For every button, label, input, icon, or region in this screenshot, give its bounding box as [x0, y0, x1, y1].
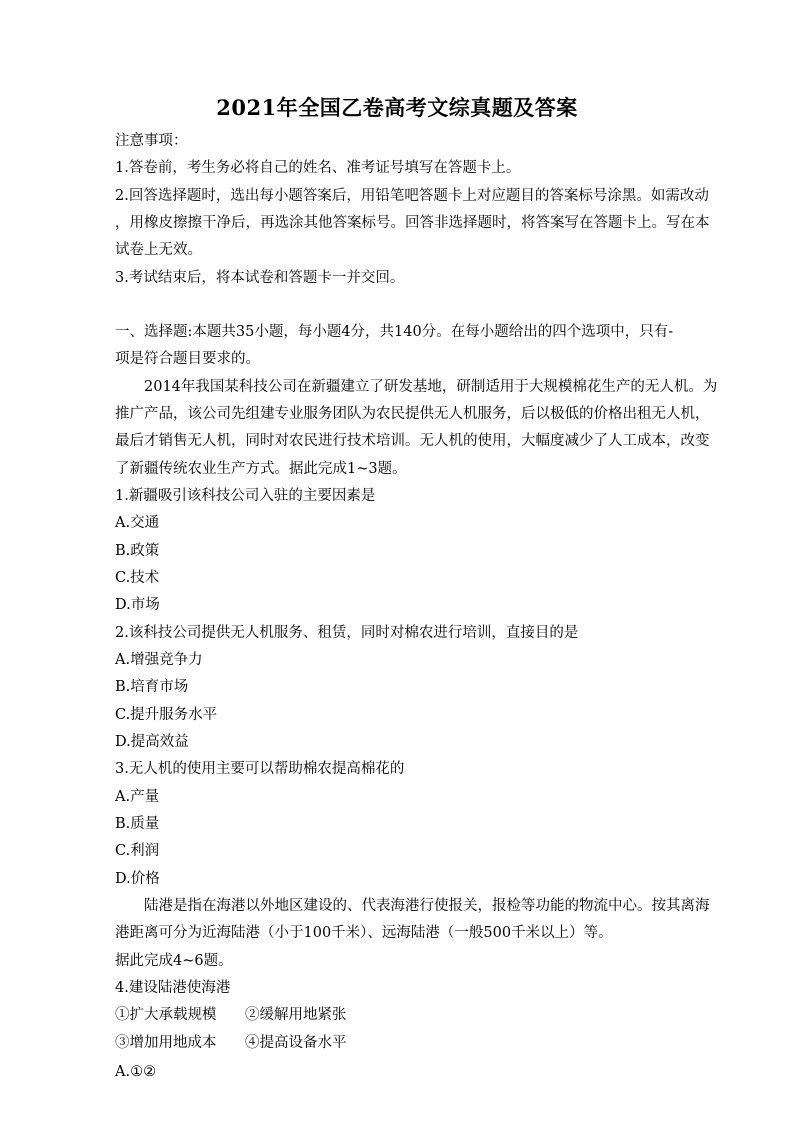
notice-line: ，用橡皮擦擦干净后，再选涂其他答案标号。回答非选择题时，将答案写在答题卡上。写在本	[115, 215, 710, 231]
passage-line: 2014年我国某科技公司在新疆建立了研发基地，研制适用于大规模棉花生产的无人机。为	[144, 379, 718, 395]
passage-line: 港距离可分为近海陆港（小于100千米）、远海陆港（一般500千米以上）等。	[115, 925, 613, 941]
answer-option: C.利润	[115, 843, 160, 859]
passage-line: 据此完成4~6题。	[115, 953, 233, 969]
answer-option: D.提高效益	[115, 734, 189, 750]
section-heading: 一、选择题:本题共35小题，每小题4分，共140分。在每小题给出的四个选项中，只有-	[115, 324, 674, 340]
answer-option: A.增强竞争力	[115, 652, 203, 668]
answer-option: D.市场	[115, 597, 160, 613]
notice-line: 3.考试结束后，将本试卷和答题卡一并交回。	[115, 270, 405, 286]
statement-choice: ④提高设备水平	[245, 1035, 347, 1051]
question-stem: 3.无人机的使用主要可以帮助棉农提高棉花的	[115, 761, 405, 777]
notice-line: 试卷上无效。	[115, 242, 202, 258]
notice-line: 1.答卷前，考生务必将自己的姓名、准考证号填写在答题卡上。	[115, 160, 521, 176]
document-title: 2021年全国乙卷高考文综真题及答案	[216, 95, 578, 120]
statement-choice: ①扩大承载规模	[115, 1007, 217, 1023]
question-stem: 4.建设陆港使海港	[115, 980, 231, 996]
answer-option: B.质量	[115, 816, 160, 832]
answer-option: D.价格	[115, 871, 160, 887]
question-stem: 1.新疆吸引该科技公司入驻的主要因素是	[115, 488, 376, 504]
statement-choice: ③增加用地成本	[115, 1035, 217, 1051]
statement-choice: ②缓解用地紧张	[245, 1007, 347, 1023]
passage-line: 最后才销售无人机，同时对农民进行技术培训。无人机的使用，大幅度减少了人工成本，改变	[115, 433, 710, 449]
notice-line: 2.回答选择题时，选出每小题答案后，用铅笔吧答题卡上对应题目的答案标号涂黑。如需改动	[115, 188, 709, 204]
answer-option: A.交通	[115, 515, 160, 531]
question-stem: 2.该科技公司提供无人机服务、租赁，同时对棉农进行培训，直接目的是	[115, 625, 579, 641]
answer-option: B.培育市场	[115, 679, 189, 695]
passage-line: 了新疆传统农业生产方式。据此完成1~3题。	[115, 461, 407, 477]
answer-option: A.①②	[115, 1064, 157, 1080]
passage-line: 推广产品，该公司先组建专业服务团队为农民提供无人机服务，后以极低的价格出租无人机，	[115, 406, 710, 422]
passage-line: 陆港是指在海港以外地区建设的、代表海港行使报关，报检等功能的物流中心。按其离海	[144, 898, 710, 914]
answer-option: B.政策	[115, 543, 160, 559]
section-heading-cont: 项是符合题目要求的。	[115, 351, 260, 367]
answer-option: C.技术	[115, 570, 160, 586]
answer-option: C.提升服务水平	[115, 707, 218, 723]
notice-heading: 注意事项：	[115, 133, 188, 149]
answer-option: A.产量	[115, 789, 160, 805]
